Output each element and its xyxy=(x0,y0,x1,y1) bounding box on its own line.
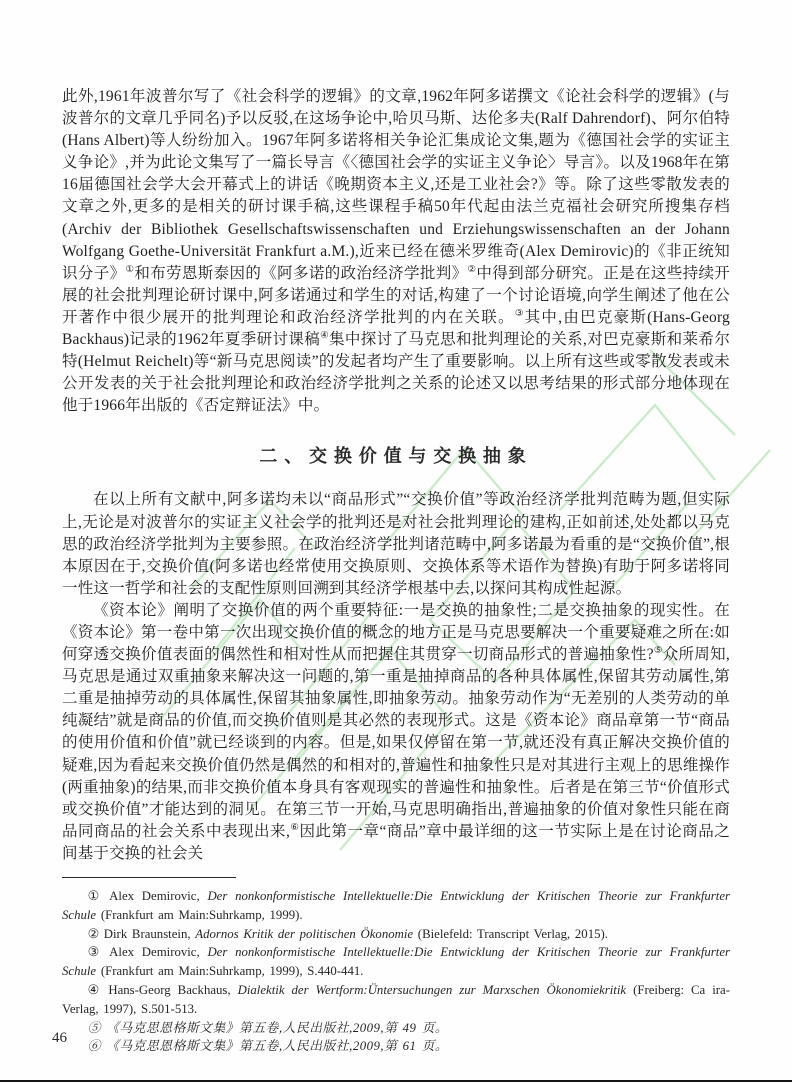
footnote: ⑥ 《马克思恩格斯文集》第五卷,人民出版社,2009,第 61 页。 xyxy=(87,1039,449,1054)
footnote-separator-rule xyxy=(62,877,236,878)
footnotes-block xyxy=(62,887,730,1056)
footnote: ⑤ 《马克思恩格斯文集》第五卷,人民出版社,2009,第 49 页。 xyxy=(87,1020,449,1035)
footnote: ④ Hans-Georg Backhaus, Dialektik der Wertform:Üntersuchungen zur Marxschen Ökonomiekritik (Freiberg: Ca ira-Verlag, 1997), S.501-513. xyxy=(62,982,730,1016)
footnote: ③ Alex Demirovic, Der nonkonformistische Intellektuelle:Die Entwicklung der Kritischen Theorie zur Frankfurter Schule (Frankfurt am Main:Suhrkamp, 1999), S.440-441. xyxy=(62,945,730,979)
scan-bottom-edge xyxy=(0,1080,792,1082)
text-column xyxy=(62,86,730,1056)
footnote: ② Dirk Braunstein, Adornos Kritik der politischen Ökonomie (Bielefeld: Transcript Verlag, 2015). xyxy=(87,926,608,941)
paragraph: 此外,1961年波普尔写了《社会科学的逻辑》的文章,1962年阿多诺撰文《论社会科学的逻辑》(与波普尔的文章几乎同名)予以反驳,在这场争论中,哈贝马斯、达伦多夫(Ralf Dahrendorf)、阿尔伯特(Hans Albert)等人纷纷加入。1967年阿多诺将相关争论汇集成论文集,题为《德国社会学的实证主义争论》,并为此论文集写了一篇长导言《〈德国社会学的实证主义争论〉导言》。以及1968年在第16届德国社会学大会开幕式上的讲话《晚期资本主义,还是工业社会?》等。除了这些零散发表的文章之外,更多的是相关的研讨课手稿,这些课程手稿50年代起由法兰克福社会研究所搜集存档(Archiv der Bibliothek Gesellschaftswissenschaften und Erziehungswissenschaften an der Johann Wolfgang Goethe-Universität Frankfurt a.M.),近来已经在德米罗维奇(Alex Demirovic)的《非正统知识分子》①和布劳恩斯泰因的《阿多诺的政治经济学批判》②中得到部分研究。正是在这些持续开展的社会批判理论研讨课中,阿多诺通过和学生的对话,构建了一个讨论语境,向学生阐述了他在公开著作中很少展开的批判理论和政治经济学批判的内在关联。③其中,由巴克豪斯(Hans-Georg Backhaus)记录的1962年夏季研讨课稿④集中探讨了马克思和批判理论的关系,对巴克豪斯和莱希尔特(Helmut Reichelt)等“新马克思阅读”的发起者均产生了重要影响。以上所有这些或零散发表或未公开发表的关于社会批判理论和政治经济学批判之关系的论述又以思考结果的形式部分地体现在他于1966年出版的《否定辩证法》中。 xyxy=(62,88,731,415)
page-number: 46 xyxy=(52,1030,67,1046)
paragraph: 在以上所有文献中,阿多诺均未以“商品形式”“交换价值”等政治经济学批判范畴为题,但实际上,无论是对波普尔的实证主义社会学的批判还是对社会批判理论的建构,正如前述,处处都以马克思的政治经济学批判为主要参照。在政治经济学批判诸范畴中,阿多诺最为看重的是“交换价值”,根本原因在于,交换价值(阿多诺也经常使用交换原则、交换体系等术语作为替换)有助于阿多诺将同一性这一哲学和社会的支配性原则回溯到其经济学根基中去,以探问其构成性起源。 xyxy=(62,491,730,597)
body-paragraphs xyxy=(62,86,730,417)
footnote: ① Alex Demirovic, Der nonkonformistische Intellektuelle:Die Entwicklung der Kritischen Theorie zur Frankfurter Schule (Frankfurt am Main:Suhrkamp, 1999). xyxy=(62,889,730,922)
paragraph: 《资本论》阐明了交换价值的两个重要特征:一是交换的抽象性;二是交换抽象的现实性。在《资本论》第一卷中第一次出现交换价值的概念的地方正是马克思要解决一个重要疑难之所在:如何穿透交换价值表面的偶然性和相对性从而把握住其贯穿一切商品形式的普遍抽象性?⑤众所周知,马克思是通过双重抽象来解决这一问题的,第一重是抽掉商品的各种具体属性,保留其劳动属性,第二重是抽掉劳动的具体属性,保留其抽象属性,即抽象劳动。抽象劳动作为“无差别的人类劳动的单纯凝结”就是商品的价值,而交换价值则是其必然的表现形式。这是《资本论》商品章第一节“商品的使用价值和价值”就已经谈到的内容。但是,如果仅停留在第一节,就还没有真正解决交换价值的疑难,因为看起来交换价值仍然是偶然的和相对的,普遍性和抽象性只是对其进行主观上的思维操作(两重抽象)的结果,而非交换价值本身具有客观现实的普遍性和抽象性。后者是在第三节“价值形式或交换价值”才能达到的洞见。在第三节一开始,马克思明确指出,普遍抽象的价值对象性只能在商品同商品的社会关系中表现出来,⑥因此第一章“商品”章中最详细的这一节实际上是在讨论商品之间基于交换的社会关 xyxy=(62,601,730,862)
section-heading: 二、交换价值与交换抽象 xyxy=(259,446,533,467)
